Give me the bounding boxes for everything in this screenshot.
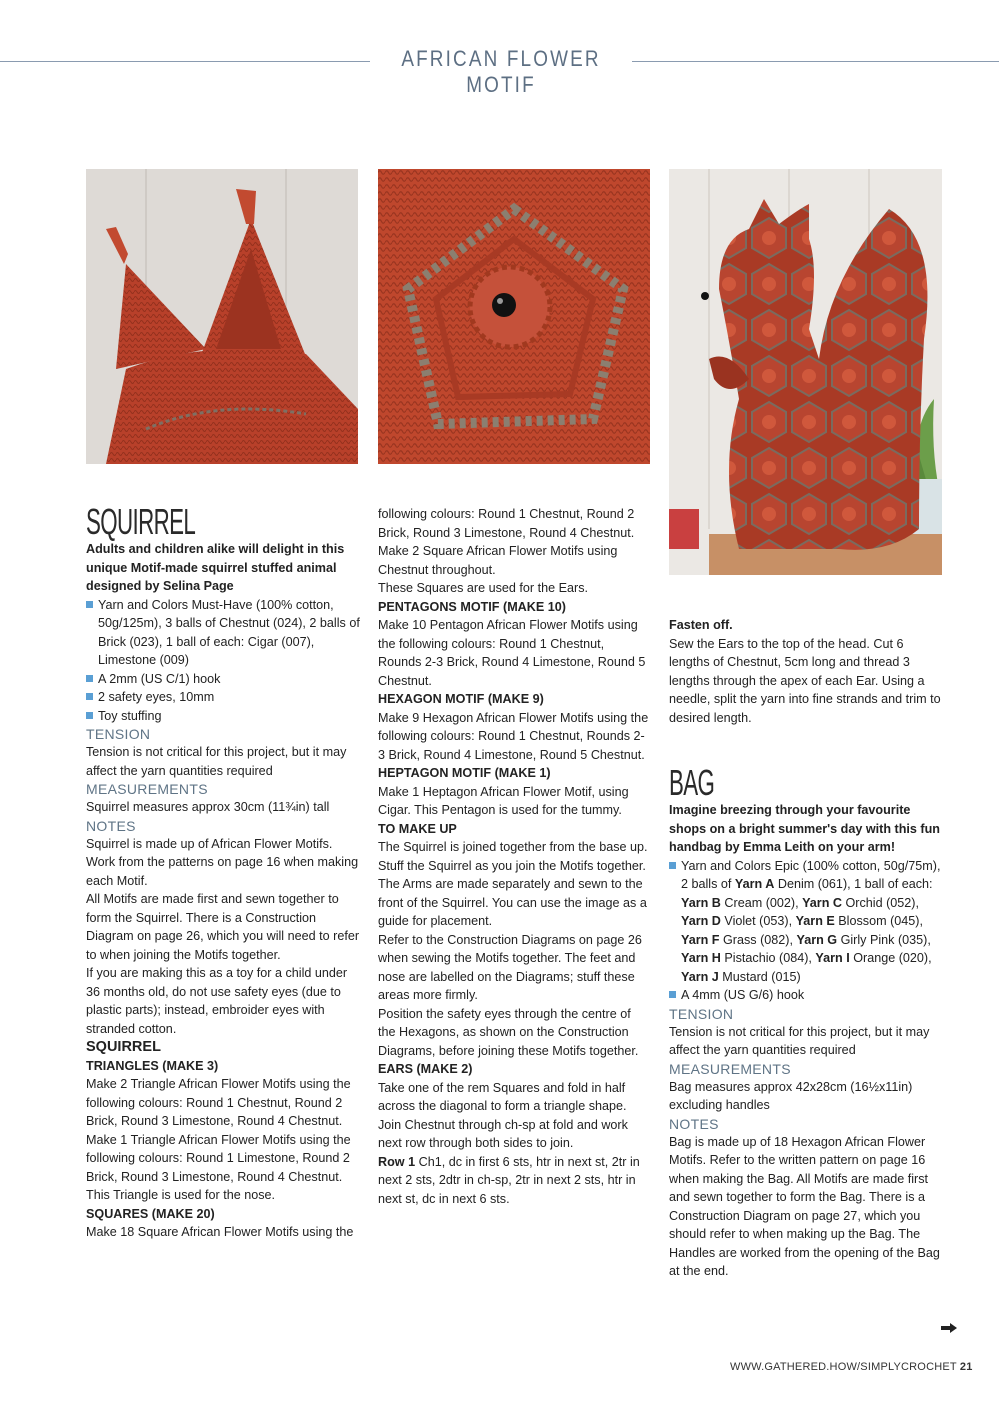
- squares-text: These Squares are used for the Ears.: [378, 581, 589, 595]
- squares-text: Make 2 Square African Flower Motifs using Chestnut throughout.: [378, 544, 618, 577]
- makeup-text: The Squirrel is joined together from the base up. Stuff the Squirrel as you join the Motifs together.: [378, 840, 648, 873]
- yarn-code: Yarn I: [815, 951, 850, 965]
- yarn-name: Pistachio (084),: [720, 951, 816, 965]
- photo-squirrel-side: [669, 169, 942, 575]
- photo-squirrel-ears: [86, 169, 358, 464]
- hexagon-text: Make 9 Hexagon African Flower Motifs using the following colours: Round 1 Chestnut, Rounds 2-3 Brick, Round 4 Limestone, Round 5 Chestnut.: [378, 710, 649, 762]
- triangles-text: Make 1 Triangle African Flower Motifs using the following colours: Round 1 Limestone, Round 2 Brick, Round 3 Limestone, Round 4 Chestnut.: [86, 1132, 351, 1184]
- bag-title: BAG: [669, 762, 715, 803]
- notes-text: Squirrel is made up of African Flower Motifs. Work from the patterns on page 16 when making each Motif.: [86, 836, 359, 888]
- yarn-name: Orange (020),: [849, 951, 932, 965]
- yarn-code: Yarn F: [681, 932, 720, 947]
- page-header: [0, 44, 999, 97]
- pentagons-heading: PENTAGONS MOTIF (MAKE 10): [378, 599, 566, 614]
- bag-intro: Imagine breezing through your favourite shops on a bright summer's day with this fun handbag by Emma Leith on your arm!: [669, 803, 940, 854]
- squirrel-intro: Adults and children alike will delight in this unique Motif-made squirrel stuffed animal designed by Selina Page: [86, 542, 345, 593]
- yarn-name: Orchid (052),: [842, 895, 919, 910]
- row1-label: Row 1: [378, 1154, 416, 1169]
- yarn-name: Mustard (015): [718, 969, 801, 984]
- pentagons-text: Make 10 Pentagon African Flower Motifs using the following colours: Round 1 Chestnut, Rounds 2-3 Brick, Round 4 Limestone, Round 5 Chestnut.: [378, 618, 646, 688]
- yarn-name: Cream (002),: [720, 895, 803, 910]
- tension-heading: TENSION: [86, 726, 151, 742]
- photo-motif-closeup: [378, 169, 650, 464]
- triangles-heading: TRIANGLES (MAKE 3): [86, 1058, 219, 1073]
- yarn-code: Yarn B: [681, 895, 721, 910]
- notes-text: If you are making this as a toy for a child under 36 months old, do not use safety eyes (due to plastic parts); instead, embroider eyes with stranded cotton.: [86, 966, 348, 1036]
- yarn-name: Blossom (045),: [834, 914, 923, 928]
- material-item: Toy stuffing: [86, 707, 361, 726]
- yarn-code: Yarn A: [734, 877, 775, 891]
- header-rule-left: [0, 61, 370, 62]
- header-rule-right: [632, 61, 999, 62]
- makeup-heading: TO MAKE UP: [378, 821, 457, 836]
- yarn-code: Yarn G: [796, 932, 838, 947]
- material-item: A 4mm (US G/6) hook: [669, 986, 944, 1005]
- row1-text: Ch1, dc in first 6 sts, htr in next st, 2tr in next 2 sts, 2dtr in ch-sp, 2tr in next 2 sts, htr in next st, dc in next 6 sts.: [378, 1154, 640, 1206]
- column-3: [669, 616, 944, 1281]
- yarn-name: Violet (053),: [720, 914, 796, 928]
- footer-url: WWW.GATHERED.HOW/SIMPLYCROCHET: [730, 1361, 957, 1373]
- material-item: 2 safety eyes, 10mm: [86, 688, 361, 707]
- yarn-code: Yarn D: [681, 914, 721, 928]
- makeup-text: Refer to the Construction Diagrams on page 26 when sewing the Motifs together. The feet and nose are labelled on the Diagrams; stuff these areas more firmly.: [378, 932, 642, 1002]
- bag-notes-heading: NOTES: [669, 1115, 719, 1132]
- triangles-text: This Triangle is used for the nose.: [86, 1188, 276, 1202]
- yarn-name: Denim (061), 1 ball of each:: [774, 877, 933, 891]
- squares-heading: SQUARES (MAKE 20): [86, 1206, 215, 1221]
- continue-arrow-icon: [941, 1323, 957, 1333]
- page-footer: [730, 1361, 973, 1373]
- finish-text: Sew the Ears to the top of the head. Cut 6 lengths of Chestnut, 5cm long and thread 3 lengths through the apex of each Ear. Using a needle, split the yarn into fine strands and trim to desired length.: [669, 636, 941, 725]
- yarn-prefix: Yarn and Colors Epic (100% cotton, 50g/75m), 2 balls of: [681, 858, 941, 891]
- triangles-text: Make 2 Triangle African Flower Motifs using the following colours: Round 1 Chestnut, Round 2 Brick, Round 3 Limestone, Round 4 Chestnut.: [86, 1077, 351, 1128]
- heptagon-heading: HEPTAGON MOTIF (MAKE 1): [378, 766, 551, 780]
- squirrel-materials: [86, 596, 361, 726]
- tension-text: Tension is not critical for this project, but it may affect the yarn quantities required: [86, 745, 347, 778]
- yarn-name: Grass (082),: [719, 932, 797, 947]
- makeup-text: Position the safety eyes through the centre of the Hexagons, as shown on the Construction Diagrams, before joining these Motifs together.: [378, 1006, 639, 1058]
- bag-measurements-heading: MEASUREMENTS: [669, 1060, 791, 1077]
- measurements-text: Squirrel measures approx 30cm (11¾in) tall: [86, 800, 330, 814]
- section-title: AFRICAN FLOWER MOTIF: [401, 46, 601, 97]
- row1-instruction: [378, 1153, 650, 1209]
- measurements-heading: MEASUREMENTS: [86, 781, 208, 797]
- yarn-code: Yarn E: [795, 914, 835, 928]
- yarn-name: Girly Pink (035),: [837, 932, 931, 947]
- material-item: [669, 857, 944, 987]
- yarn-code: Yarn J: [681, 969, 719, 984]
- column-2: [378, 505, 650, 1208]
- squirrel-title: SQUIRREL: [86, 501, 196, 542]
- notes-text: All Motifs are made first and sewn together to form the Squirrel. There is a Construction Diagram on page 26, which you will need to refer to when joining the Motifs together.: [86, 892, 360, 962]
- bag-tension-heading: TENSION: [669, 1005, 734, 1022]
- bag-tension-text: Tension is not critical for this project, but it may affect the yarn quantities required: [669, 1024, 930, 1057]
- ears-heading: EARS (MAKE 2): [378, 1062, 473, 1076]
- material-item: Yarn and Colors Must-Have (100% cotton, 50g/125m), 3 balls of Chestnut (024), 2 balls of Brick (023), 1 ball of each: Cigar (007), Limestone (009): [86, 596, 361, 670]
- yarn-code: Yarn C: [802, 895, 842, 910]
- makeup-text: The Arms are made separately and sewn to the front of the Squirrel. You can use the image as a guide for placement.: [378, 877, 647, 928]
- squares-text: following colours: Round 1 Chestnut, Round 2 Brick, Round 3 Limestone, Round 4 Chestnut.: [378, 507, 635, 540]
- pattern-heading: SQUIRREL: [86, 1039, 161, 1055]
- fasten-off: Fasten off.: [669, 618, 733, 632]
- squares-text: Make 18 Square African Flower Motifs using the: [86, 1225, 354, 1239]
- bag-measurements-text: Bag measures approx 42x28cm (16½x11in) excluding handles: [669, 1079, 913, 1112]
- notes-heading: NOTES: [86, 817, 136, 834]
- bag-materials: [669, 857, 944, 1005]
- yarn-code: Yarn H: [681, 951, 721, 965]
- material-item: A 2mm (US C/1) hook: [86, 670, 361, 689]
- ears-text: Take one of the rem Squares and fold in half across the diagonal to form a triangle shape. Join Chestnut through ch-sp at fold and work next row through both sides to join.: [378, 1080, 628, 1150]
- hexagon-heading: HEXAGON MOTIF (MAKE 9): [378, 692, 544, 706]
- column-1: [86, 502, 361, 1242]
- page-number: 21: [959, 1361, 973, 1373]
- bag-notes-text: Bag is made up of 18 Hexagon African Flower Motifs. Refer to the written pattern on page 16 when making the Bag. All Motifs are made first and sewn together to form the Bag. There is a Construction Diagram on page 27, which you should refer to when making up the Bag. The Handles are worked from the opening of the Bag at the end.: [669, 1134, 940, 1278]
- heptagon-text: Make 1 Heptagon African Flower Motif, using Cigar. This Pentagon is used for the tummy.: [378, 784, 629, 817]
